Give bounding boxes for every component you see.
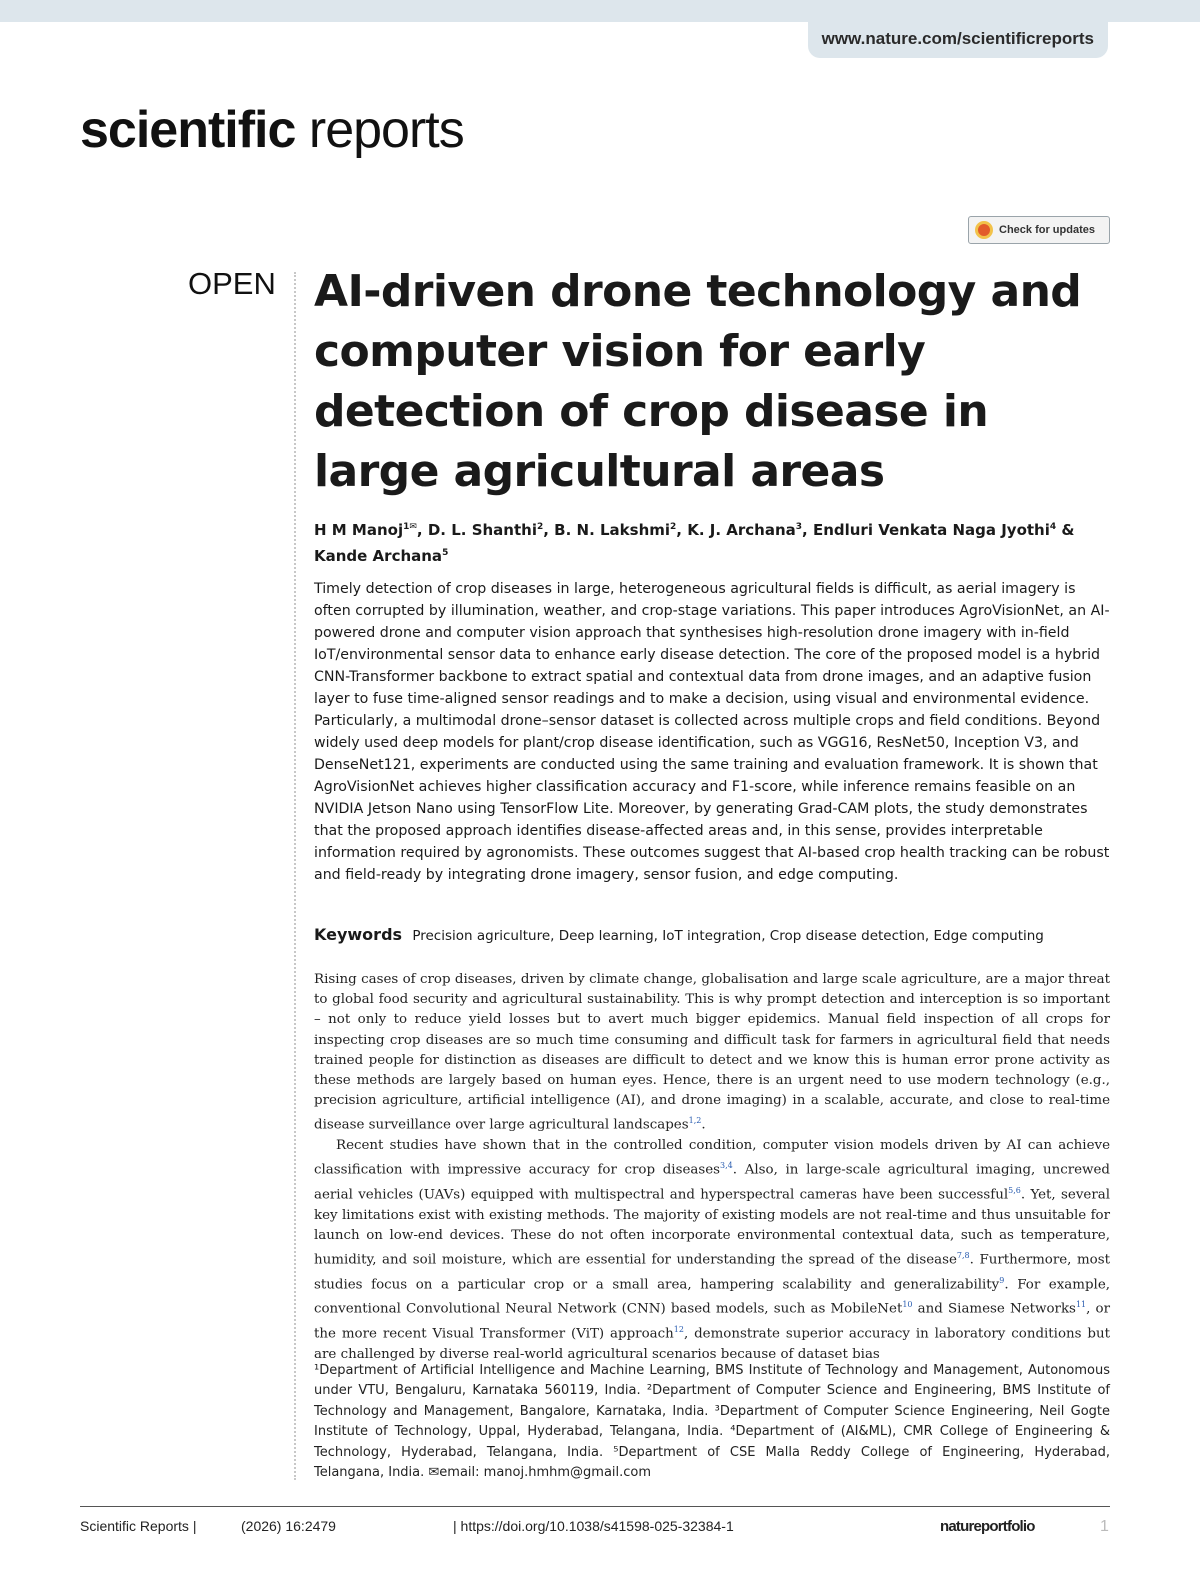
footer-journal: Scientific Reports | <box>80 1518 197 1534</box>
citation-link[interactable]: 10 <box>902 1300 913 1310</box>
journal-logo <box>80 100 464 160</box>
journal-url[interactable]: www.nature.com/scientificreports <box>808 20 1108 58</box>
author-affiliation: 2 <box>670 522 677 532</box>
citation-link[interactable]: 5,6 <box>1008 1185 1021 1195</box>
body-text-run: . <box>701 1117 706 1133</box>
author-name[interactable]: Kande Archana <box>314 547 443 565</box>
footer-divider <box>80 1506 1110 1507</box>
body-text <box>314 970 1110 1365</box>
body-text-run: and Siamese Networks <box>912 1301 1076 1317</box>
abstract: Timely detection of crop diseases in large, heterogeneous agricultural fields is difficult, as aerial imagery is often corrupted by illumination, weather, and crop-stage variations. This paper introduces AgroVisionNet, an AI-powered drone and computer vision approach that synthesises high-resolution drone imagery with in-field IoT/environmental sensor data to enhance early disease detection. The core of the proposed model is a hybrid CNN-Transformer backbone to extract spatial and contextual data from drone images, and an adaptive fusion layer to fuse time-aligned sensor readings and to make a decision, using visual and environmental evidence. Particularly, a multimodal drone–sensor dataset is collected across multiple crops and field conditions. Beyond widely used deep models for plant/crop disease identification, such as VGG16, ResNet50, Inception V3, and DenseNet121, experiments are conducted using the same training and evaluation framework. It is shown that AgroVisionNet achieves higher classification accuracy and F1-score, while inference remains feasible on an NVIDIA Jetson Nano using TensorFlow Lite. Moreover, by generating Grad-CAM plots, the study demonstrates that the proposed approach identifies disease-affected areas and, in this sense, provides interpretable information required by agronomists. These outcomes suggest that AI-based crop health tracking can be robust and field-ready by integrating drone imagery, sensor fusion, and edge computing. <box>314 581 1110 883</box>
check-for-updates-label: Check for updates <box>999 224 1095 236</box>
body-text-run: . Yet, several key limitations exist with existing methods. The majority of existing models are not real-time and thus unsuitable for launch on low-end devices. These do not often incorporate environmental contextual data, such as temperature, humidity, and soil moisture, which are essential for understanding the spread of the disease <box>314 1187 1110 1268</box>
open-access-label: OPEN <box>188 266 276 301</box>
citation-link[interactable]: 1,2 <box>688 1116 702 1126</box>
footer-volume: (2026) 16:2479 <box>241 1518 336 1534</box>
author-name[interactable]: B. N. Lakshmi <box>554 521 671 539</box>
keywords-label: Keywords <box>314 925 403 944</box>
body-text-run: . Also, in large-scale agricultural imaging, uncrewed aerial vehicles (UAVs) equipped with multispectral and hyperspectral cameras have been successful <box>314 1162 1110 1203</box>
keywords <box>314 925 1114 944</box>
body-paragraph <box>314 970 1110 1136</box>
author-name[interactable]: H M Manoj <box>314 521 404 539</box>
body-text-run: Rising cases of crop diseases, driven by climate change, globalisation and large scale agriculture, are a major threat to global food security and agricultural sustainability. This is why prompt detection and interception is so important – not only to reduce yield losses but to avert much bigger epidemics. Manual field inspection of all crops for inspecting crop diseases are so much time consuming and difficult task for farmers in agricultural field that needs trained people for distinction as diseases are difficult to detect and we know this is human error prone activity as these methods are largely based on human eyes. Hence, there is an urgent need to use modern technology (e.g., precision agriculture, artificial intelligence (AI), and drone imaging) in a scalable, accurate, and close to real-time disease surveillance over large agricultural landscapes <box>314 972 1110 1133</box>
author-affiliation: 4 <box>1049 522 1057 532</box>
body-text-run: , demonstrate superior accuracy in laboratory conditions but are challenged by diverse real-world agricultural scenarios because of dataset bias <box>314 1326 1110 1362</box>
author-list: H M Manoj$^{1✉}$, D. L. Shanthi$^2$, B. N. Lakshmi$^2$, K. J. Archana$^3$, Endluri Venkata Naga Jyothi$^4$ & Kande Archana$^5$ <box>314 521 1075 565</box>
footer-doi[interactable]: | https://doi.org/10.1038/s41598-025-32384-1 <box>453 1518 734 1534</box>
author-name[interactable]: Endluri Venkata Naga Jyothi <box>812 521 1050 539</box>
citation-link[interactable]: 12 <box>673 1325 684 1335</box>
citation-link[interactable]: 9 <box>999 1275 1005 1285</box>
author-affiliation: 1✉ <box>403 522 417 532</box>
citation-link[interactable]: 11 <box>1075 1300 1087 1310</box>
body-text-run: . Furthermore, most studies focus on a particular crop or a small area, hampering scalability and generalizability <box>314 1252 1110 1293</box>
body-paragraph <box>314 1136 1110 1365</box>
margin-divider <box>294 272 296 1480</box>
page-number: 1 <box>1100 1518 1109 1535</box>
body-text-run: . For example, conventional Convolutional Neural Network (CNN) based models, such as MobileNet <box>314 1277 1111 1317</box>
keywords-list: Precision agriculture, Deep learning, IoT integration, Crop disease detection, Edge computing <box>412 928 1044 944</box>
journal-logo-bold: scientific <box>80 101 296 159</box>
author-affiliation: 2 <box>536 522 544 532</box>
body-text-run: Recent studies have shown that in the controlled condition, computer vision models driven by AI can achieve classification with impressive accuracy for crop diseases <box>314 1138 1110 1178</box>
citation-link[interactable]: 3,4 <box>720 1161 733 1171</box>
article-title: AI-driven drone technology and computer vision for early detection of crop disease in large agricultural areas <box>314 266 1082 497</box>
citation-link[interactable]: 7,8 <box>956 1251 970 1261</box>
top-band <box>0 0 1200 22</box>
author-name[interactable]: K. J. Archana <box>687 521 796 539</box>
author-affiliation: 3 <box>795 522 803 532</box>
updates-icon <box>975 221 993 239</box>
journal-logo-light: reports <box>308 101 464 159</box>
body-text-run: , or the more recent Visual Transformer (ViT) approach <box>314 1301 1110 1342</box>
author-name[interactable]: D. L. Shanthi <box>427 521 537 539</box>
publisher-logo: natureportfolio <box>940 1518 1035 1535</box>
check-for-updates-button[interactable] <box>968 216 1110 244</box>
author-affiliation: 5 <box>442 548 449 558</box>
affiliations: ¹Department of Artificial Intelligence and Machine Learning, BMS Institute of Technology and Management, Autonomous under VTU, Bengaluru, Karnataka 560119, India. ²Department of Computer Science and Engineering, BMS Institute of Technology and Management, Bangalore, Karnataka, India. ³Department of Computer Science Engineering, Neil Gogte Institute of Technology, Uppal, Hyderabad, Telangana, India. ⁴Department of (AI&ML), CMR College of Engineering & Technology, Hyderabad, Telangana, India. ⁵Department of CSE Malla Reddy College of Engineering, Hyderabad, Telangana, India. ✉email: manoj.hmhm@gmail.com <box>314 1363 1110 1481</box>
